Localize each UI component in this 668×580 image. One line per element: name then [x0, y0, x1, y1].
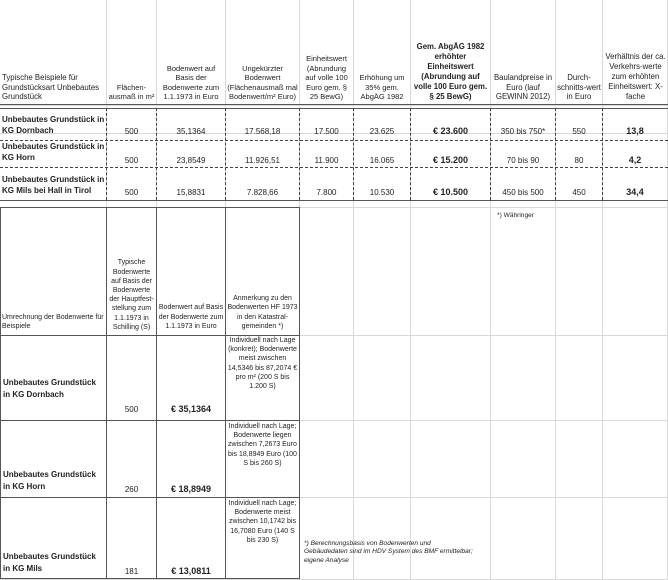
- row-name-horn: Unbebautes Grundstück in KG Horn: [2, 142, 105, 162]
- cell-anmerkung: Individuell nach Lage; Bodenwerte meist zwischen 10,1742 bis 16,7080 Euro (140 S bis 230 S): [228, 500, 297, 544]
- cell-einheitswert: 17.500: [314, 127, 339, 136]
- header-umrechnung: Umrechnung der Bodenwerte für Beispiele: [2, 313, 104, 331]
- cell-verhaeltnis: 34,4: [626, 187, 644, 197]
- row-name-dornbach: Unbebautes Grundstück in KG Dornbach: [2, 115, 105, 135]
- header-flaechenausmass: Flächen-ausmaß in m²: [108, 82, 155, 102]
- header-anmerkung: Anmerkung zu den Bodenwerten HF 1973 in den Katastral-gemeinden *): [227, 294, 298, 331]
- cell-einheitswert: 11.900: [314, 156, 339, 165]
- cell-euro: € 13,0811: [171, 566, 211, 576]
- cell-schilling: 181: [124, 567, 139, 576]
- footnote-marker: *) Währinger: [497, 212, 535, 219]
- cell-einheitswert: 7.800: [316, 188, 337, 197]
- cell-erhoeht: € 23.600: [432, 126, 469, 136]
- cell-schilling: 260: [124, 485, 139, 494]
- cell-bodenwert: 15,8831: [176, 188, 206, 197]
- cell-area: 500: [124, 127, 139, 136]
- cell-erhoeht: € 10.500: [432, 187, 469, 197]
- header-bodenwert-euro-1973: Bodenwert auf Basis der Bodenwerte zum 1.1.1973 in Euro: [158, 304, 224, 331]
- cell-durchschnitt: 550: [572, 127, 586, 136]
- row-name-mils: Unbebautes Grundstück in KG Mils bei Hall in Tirol: [2, 175, 105, 195]
- cell-verhaeltnis: 4,2: [628, 155, 642, 165]
- cell-erhoehung: 23.625: [369, 127, 395, 136]
- cell-euro: € 18,8949: [170, 484, 212, 494]
- header-verhaeltnis: Verhältnis der ca. Verkehrs-werte zum erhöhten Einheitswert: X-fache: [605, 52, 666, 101]
- cell-baulandpreise: 70 bis 90: [506, 156, 540, 165]
- cell-anmerkung: Individuell nach Lage (konkret); Bodenwerte meist zwischen 14,5346 bis 87,2074 € pro m² (200 S bis 1.200 S): [227, 337, 298, 391]
- row-name-horn: Unbebautes Grundstück in KG Horn: [3, 470, 96, 491]
- header-bodenwerte-schilling: Typische Bodenwerte auf Basis der Bodenwerte der Hauptfest-stellung zum 1.1.1973 in Schilling (S): [109, 259, 154, 331]
- cell-ungekuerzt: 11.926,51: [245, 156, 280, 165]
- cell-erhoehung: 10.530: [369, 188, 395, 197]
- cell-area: 500: [124, 188, 139, 197]
- row-name-dornbach: Unbebautes Grundstück in KG Dornbach: [3, 378, 96, 399]
- cell-euro: € 35,1364: [170, 404, 212, 414]
- cell-durchschnitt: 450: [572, 188, 586, 197]
- cell-erhoehung: 16.065: [369, 156, 395, 165]
- cell-area: 500: [124, 156, 139, 165]
- cell-bodenwert: 35,1364: [176, 127, 206, 136]
- cell-verhaeltnis: 13,8: [626, 126, 644, 136]
- cell-anmerkung: Individuell nach Lage; Bodenwerte liegen zwischen 7,2673 Euro bis 18,8949 Euro (100 S bis 260 S): [228, 423, 297, 467]
- cell-erhoeht: € 15.200: [432, 155, 469, 165]
- cell-ungekuerzt: 7.828,66: [246, 188, 279, 197]
- cell-baulandpreise: 450 bis 500: [502, 188, 544, 197]
- cell-schilling: 500: [124, 405, 139, 414]
- header-baulandpreise: Baulandpreise in Euro (lauf GEWINN 2012): [493, 73, 553, 102]
- cell-durchschnitt: 80: [574, 156, 584, 165]
- cell-baulandpreise: 350 bis 750*: [500, 127, 546, 136]
- footnote-text: *) Berechnungsbasis von Bodenwerten und Gebäudedaten sind im HDV System des BMF ermittelbar; eigene Analyse: [304, 540, 473, 564]
- header-durchschnittswert: Durch-schnitts-wert in Euro: [557, 73, 601, 102]
- header-erhoehung: Erhöhung um 35% gem. AbgÄG 1982: [359, 73, 405, 102]
- header-erhoehter-einheitswert: Gem. AbgÄG 1982 erhöhter Einheitswert (Abrundung auf volle 100 Euro gem. § 25 BewG): [413, 42, 488, 101]
- header-einheitswert: Einheitswert (Abrundung auf volle 100 Euro gem. § 25 BewG): [305, 54, 348, 102]
- header-ungekuerzter-bodenwert: Ungekürzter Bodenwert (Flächenausmaß mal Bodenwert/m² Euro): [227, 63, 298, 102]
- cell-bodenwert: 23,8549: [176, 156, 206, 165]
- row-name-mils: Unbebautes Grundstück in KG Mils: [3, 552, 96, 573]
- header-bodenwert-euro: Bodenwert auf Basis der Bodenwerte zum 1.1.1973 in Euro: [162, 63, 220, 102]
- header-grundstuecksart: Typische Beispiele für Grundstücksart Unbebautes Grundstück: [2, 73, 100, 102]
- cell-ungekuerzt: 17.568,18: [244, 127, 281, 136]
